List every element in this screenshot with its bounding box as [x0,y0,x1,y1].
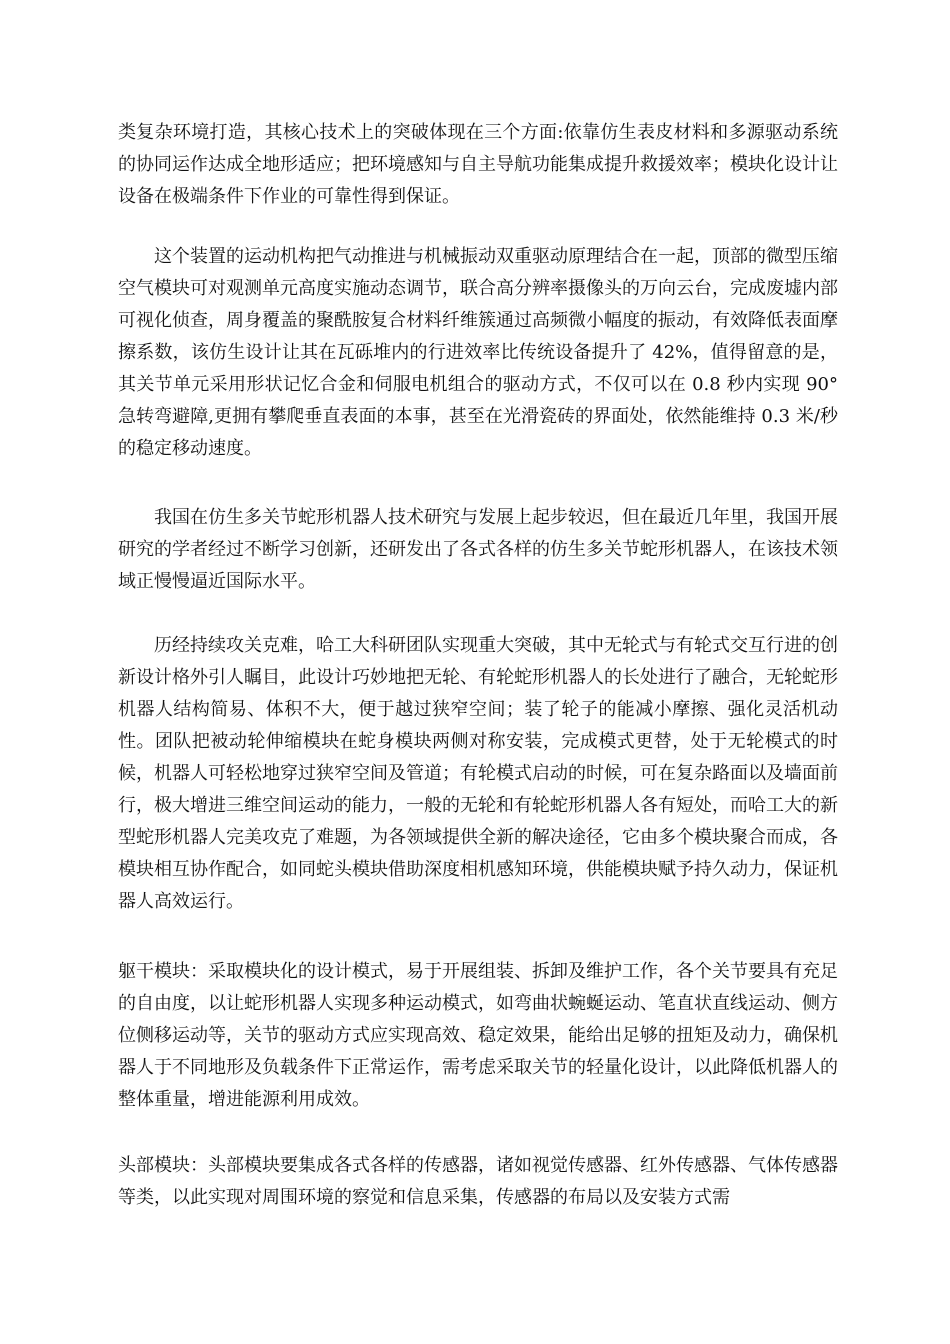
paragraph-domestic-research: 我国在仿生多关节蛇形机器人技术研究与发展上起步较迟，但在最近几年里，我国开展研究的学者经过不断学习创新，还研发出了各式各样的仿生多关节蛇形机器人，在该技术领域正慢慢逼近国际水平。 [118,507,838,592]
paragraph-trunk-module: 躯干模块：采取模块化的设计模式，易于开展组装、拆卸及维护工作，各个关节要具有充足的自由度，以让蛇形机器人实现多种运动模式，如弯曲状蜿蜒运动、笔直状直线运动、侧方位侧移运动等，关节的驱动方式应实现高效、稳定效果，能给出足够的扭矩及动力，确保机器人于不同地形及负载条件下正常运作，需考虑采取关节的轻量化设计，以此降低机器人的整体重量，增进能源利用成效。 [118,961,838,1110]
paragraph-head-module: 头部模块：头部模块要集成各式各样的传感器，诸如视觉传感器、红外传感器、气体传感器等类，以此实现对周围环境的察觉和信息采集，传感器的布局以及安装方式需 [118,1155,838,1208]
paragraph-hit-breakthrough: 历经持续攻关克难，哈工大科研团队实现重大突破，其中无轮式与有轮式交互行进的创新设计格外引人瞩目，此设计巧妙地把无轮、有轮蛇形机器人的长处进行了融合，无轮蛇形机器人结构简易、体积不大，便于越过狭窄空间；装了轮子的能减小摩擦、强化灵活机动性。团队把被动轮伸缩模块在蛇身模块两侧对称安装，完成模式更替，处于无轮模式的时候，机器人可轻松地穿过狭窄空间及管道；有轮模式启动的时候，可在复杂路面以及墙面前行，极大增进三维空间运动的能力，一般的无轮和有轮蛇形机器人各有短处，而哈工大的新型蛇形机器人完美攻克了难题，为各领域提供全新的解决途径，它由多个模块聚合而成，各模块相互协作配合，如同蛇头模块借助深度相机感知环境，供能模块赋予持久动力，保证机器人高效运行。 [118,635,838,912]
paragraph-continued-intro: 类复杂环境打造，其核心技术上的突破体现在三个方面:依靠仿生表皮材料和多源驱动系统的协同运作达成全地形适应；把环境感知与自主导航功能集成提升救援效率；模块化设计让设备在极端条件下作业的可靠性得到保证。 [118,122,838,207]
paragraph-motion-mechanism: 这个装置的运动机构把气动推进与机械振动双重驱动原理结合在一起，顶部的微型压缩空气模块可对观测单元高度实施动态调节，联合高分辨率摄像头的万向云台，完成废墟内部可视化侦查，周身覆盖的聚酰胺复合材料纤维簇通过高频微小幅度的振动，有效降低表面摩擦系数，该仿生设计让其在瓦砾堆内的行进效率比传统设备提升了 42%，值得留意的是，其关节单元采用形状记忆合金和伺服电机组合的驱动方式，不仅可以在 0.8 秒内实现 90° 急转弯避障,更拥有攀爬垂直表面的本事，甚至在光滑瓷砖的界面处，依然能维持 0.3 米/秒的稳定移动速度。 [118,246,838,459]
